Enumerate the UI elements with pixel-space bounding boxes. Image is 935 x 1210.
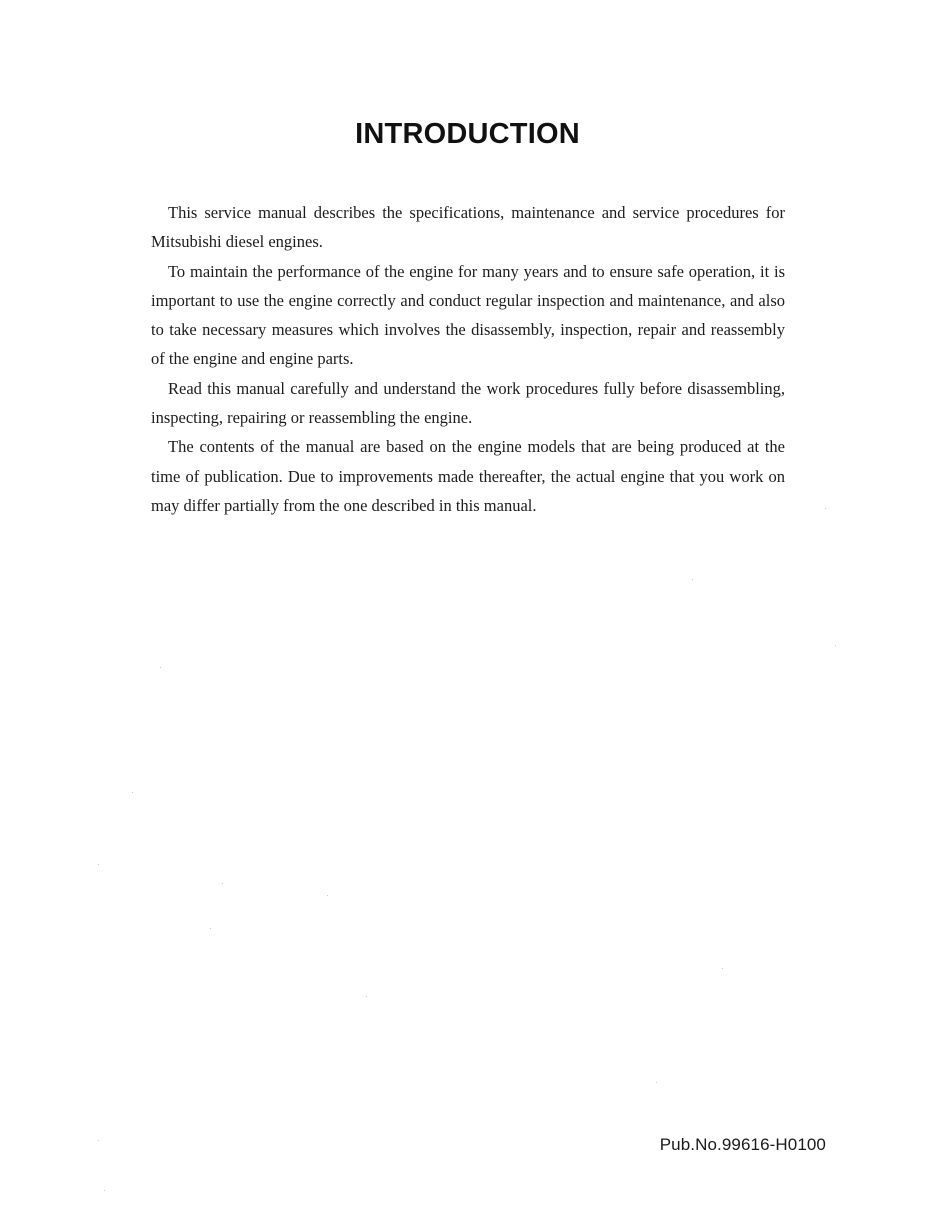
scan-speck	[132, 792, 133, 793]
scan-speck	[222, 883, 223, 884]
scan-speck	[366, 996, 367, 997]
paragraph-3: Read this manual carefully and understand the work procedures fully before disassembling, inspecting, repairing or reassembling the engine.	[151, 378, 785, 428]
scan-speck	[210, 928, 211, 929]
scan-speck	[656, 1082, 657, 1083]
page-title: INTRODUCTION	[355, 118, 580, 150]
scan-speck	[722, 968, 723, 969]
scan-speck	[835, 645, 836, 646]
scan-speck	[104, 1190, 105, 1191]
paragraph-1: This service manual describes the specifications, maintenance and service procedures for Mitsubishi diesel engines.	[151, 203, 785, 252]
scan-speck	[160, 667, 161, 668]
publication-number: Pub.No.99616-H0100	[659, 1135, 826, 1154]
scan-speck	[98, 864, 99, 865]
scan-speck	[825, 508, 826, 509]
paragraph-4: The contents of the manual are based on the engine models that are being produced at the time of publication. Due to improvements made thereafter, the actual engine that you work on may differ partially from the one described in this manual.	[151, 437, 785, 515]
scan-speck	[692, 579, 693, 580]
scan-speck	[98, 1140, 99, 1141]
paragraph-2: To maintain the performance of the engine for many years and to ensure safe operation, it is important to use the engine correctly and conduct regular inspection and maintenance, and also to take necessary measures which involves the disassembly, inspection, repair and reassembly of the engine and engine parts.	[151, 261, 785, 369]
introduction-body	[151, 198, 785, 520]
scan-speck	[327, 895, 328, 896]
